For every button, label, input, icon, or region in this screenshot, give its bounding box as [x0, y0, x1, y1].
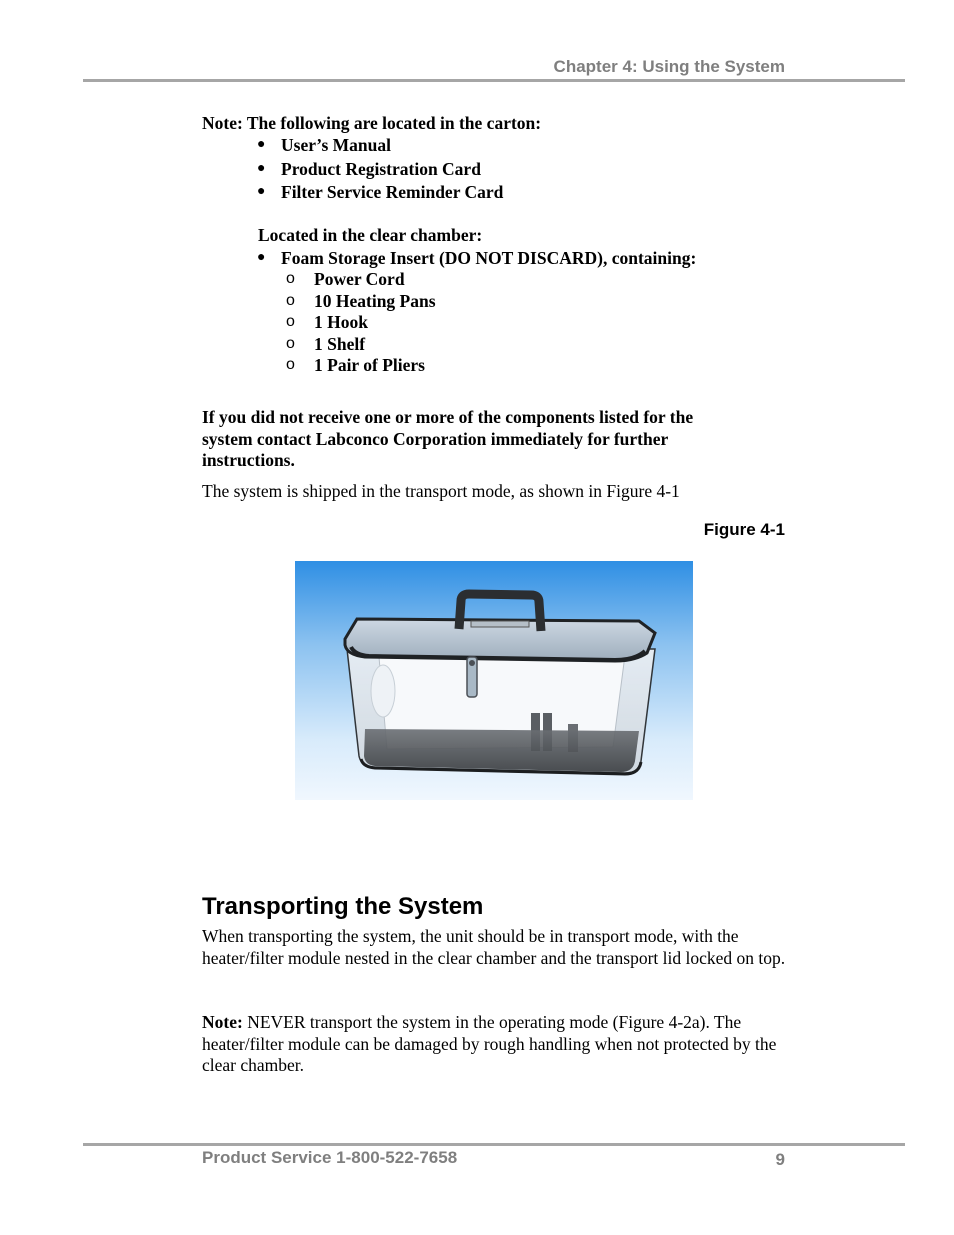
shipped-text: The system is shipped in the transport mode, as shown in Figure 4-1 [202, 481, 680, 501]
clear-chamber-subitem: 1 Pair of Pliers [314, 355, 425, 375]
figure-label: Figure 4-1 [703, 520, 785, 539]
carton-item: User’s Manual [281, 135, 392, 155]
footer-rule [83, 1143, 905, 1146]
bullet-icon: ● [257, 184, 266, 199]
section-paragraph: When transporting the system, the unit should be in transport mode, with the heater/filter module nested in the clear chamber and the transport lid locked on top. [202, 926, 786, 968]
carton-item: Product Registration Card [281, 159, 481, 179]
clear-chamber-subitem: 1 Hook [314, 312, 368, 332]
circle-bullet-icon: o [286, 356, 295, 373]
page-number: 9 [775, 1150, 785, 1169]
footer-service: Product Service 1-800-522-7658 [202, 1148, 458, 1167]
section-note [202, 1012, 792, 1077]
clear-chamber-subitem: 10 Heating Pans [314, 291, 436, 311]
circle-bullet-icon: o [286, 292, 295, 309]
bullet-icon: ● [257, 161, 266, 176]
header-rule [83, 79, 905, 82]
clear-chamber-subitem: 1 Shelf [314, 334, 366, 354]
note-text: NEVER transport the system in the operating mode (Figure 4-2a). The heater/filter module can be damaged by rough handling when not protected by the clear chamber. [202, 1012, 777, 1075]
clear-chamber-subitem: Power Cord [314, 269, 405, 289]
circle-bullet-icon: o [286, 313, 295, 330]
section-title: Transporting the System [202, 893, 484, 920]
chapter-header: Chapter 4: Using the System [553, 57, 785, 76]
note-label: Note: [202, 1012, 243, 1032]
carton-note-heading: Note: The following are located in the carton: [202, 113, 542, 133]
carton-item: Filter Service Reminder Card [281, 182, 504, 202]
circle-bullet-icon: o [286, 335, 295, 352]
figure-image [295, 561, 693, 800]
clear-chamber-heading: Located in the clear chamber: [258, 225, 483, 245]
missing-components-warning: If you did not receive one or more of the components listed for the system contact Labconco Corporation immediately for further instructions. [202, 407, 694, 470]
bullet-icon: ● [257, 137, 266, 152]
bullet-icon: ● [257, 250, 266, 265]
circle-bullet-icon: o [286, 270, 295, 287]
clear-chamber-item: Foam Storage Insert (DO NOT DISCARD), containing: [281, 248, 697, 268]
